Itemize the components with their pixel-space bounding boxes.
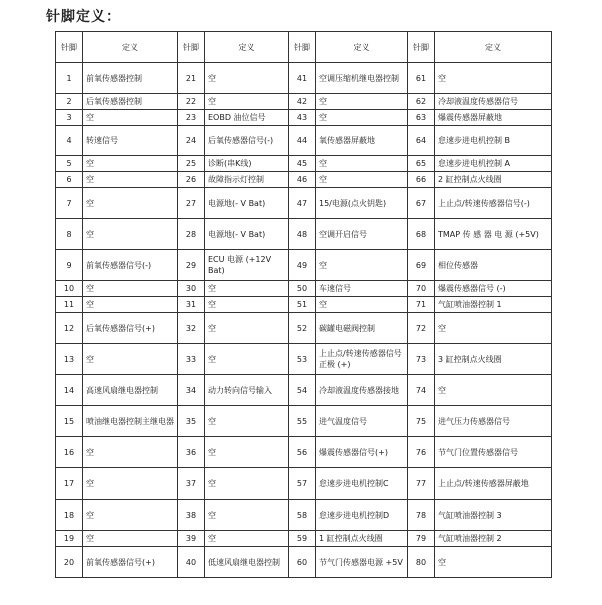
table-row <box>56 250 552 281</box>
pin-number: 33 <box>178 344 205 375</box>
table-row <box>56 94 552 110</box>
table-row <box>56 156 552 172</box>
pin-number: 58 <box>289 500 316 531</box>
pin-definition: 空 <box>205 297 289 313</box>
pin-definition: 怠速步进电机控制 B <box>435 126 552 156</box>
pin-definition: 空 <box>316 297 408 313</box>
pin-number: 20 <box>56 547 83 578</box>
table-body <box>56 63 552 578</box>
pin-number: 16 <box>56 437 83 468</box>
pin-definition: 上止点/转速传感器信号(-) <box>435 188 552 219</box>
pin-number: 4 <box>56 126 83 156</box>
pin-number: 42 <box>289 94 316 110</box>
pin-definition: 爆震传感器信号 (-) <box>435 281 552 297</box>
pin-definition: 空 <box>205 94 289 110</box>
pin-number: 14 <box>56 375 83 406</box>
header-definition: 定义 <box>83 32 178 63</box>
pin-definition: 空 <box>316 172 408 188</box>
pin-number: 61 <box>408 63 435 94</box>
pin-number: 31 <box>178 297 205 313</box>
pin-definition: EOBD 油位信号 <box>205 110 289 126</box>
pin-definition: 节气门位置传感器信号 <box>435 437 552 468</box>
pin-number: 19 <box>56 531 83 547</box>
pin-number: 3 <box>56 110 83 126</box>
pin-number: 25 <box>178 156 205 172</box>
pin-number: 70 <box>408 281 435 297</box>
pin-number: 23 <box>178 110 205 126</box>
header-definition: 定义 <box>316 32 408 63</box>
pin-number: 45 <box>289 156 316 172</box>
pin-definition: 诊断(串K线) <box>205 156 289 172</box>
table-row <box>56 188 552 219</box>
pin-number: 12 <box>56 313 83 344</box>
pin-definition: 怠速步进电机控制C <box>316 468 408 500</box>
table-row <box>56 406 552 437</box>
pin-definition: 冷却液温度传感器信号 <box>435 94 552 110</box>
pin-number: 51 <box>289 297 316 313</box>
pin-definition: 爆震传感器信号(+) <box>316 437 408 468</box>
pin-number: 30 <box>178 281 205 297</box>
pin-definition: 后氧传感器控制 <box>83 94 178 110</box>
pin-definition-table <box>55 31 552 578</box>
pin-number: 9 <box>56 250 83 281</box>
pin-definition: 气缸喷油器控制 3 <box>435 500 552 531</box>
pin-number: 26 <box>178 172 205 188</box>
pin-number: 67 <box>408 188 435 219</box>
pin-number: 37 <box>178 468 205 500</box>
table-row <box>56 110 552 126</box>
pin-number: 44 <box>289 126 316 156</box>
pin-definition: 空 <box>83 219 178 250</box>
pin-number: 55 <box>289 406 316 437</box>
pin-number: 49 <box>289 250 316 281</box>
header-pin: 针脚 <box>289 32 316 63</box>
pin-definition: 喷油继电器控制主继电器 <box>83 406 178 437</box>
pin-definition: 空 <box>435 63 552 94</box>
pin-number: 7 <box>56 188 83 219</box>
pin-definition: 空调开启信号 <box>316 219 408 250</box>
pin-definition: 15/电源(点火钥匙) <box>316 188 408 219</box>
pin-number: 78 <box>408 500 435 531</box>
pin-number: 8 <box>56 219 83 250</box>
pin-definition: 怠速步进电机控制 A <box>435 156 552 172</box>
table-row <box>56 547 552 578</box>
pin-definition: 空 <box>83 468 178 500</box>
pin-number: 2 <box>56 94 83 110</box>
pin-number: 54 <box>289 375 316 406</box>
pin-number: 41 <box>289 63 316 94</box>
pin-definition: 气缸喷油器控制 2 <box>435 531 552 547</box>
table-row <box>56 313 552 344</box>
pin-number: 76 <box>408 437 435 468</box>
pin-definition: 空 <box>83 281 178 297</box>
pin-definition: 怠速步进电机控制D <box>316 500 408 531</box>
pin-definition: 空 <box>83 156 178 172</box>
pin-definition: 2 缸控制点火线圈 <box>435 172 552 188</box>
table-row <box>56 375 552 406</box>
pin-definition: 空 <box>316 156 408 172</box>
pin-number: 21 <box>178 63 205 94</box>
pin-number: 1 <box>56 63 83 94</box>
pin-number: 59 <box>289 531 316 547</box>
pin-number: 18 <box>56 500 83 531</box>
pin-number: 64 <box>408 126 435 156</box>
pin-number: 10 <box>56 281 83 297</box>
header-pin: 针脚 <box>408 32 435 63</box>
pin-definition: 空 <box>83 110 178 126</box>
table-row <box>56 172 552 188</box>
pin-number: 40 <box>178 547 205 578</box>
table-row <box>56 126 552 156</box>
pin-definition: 节气门传感器电源 +5V <box>316 547 408 578</box>
pin-definition: 气缸喷油器控制 1 <box>435 297 552 313</box>
page-title: 针脚定义： <box>46 9 121 25</box>
pin-definition: 前氧传感器信号(-) <box>83 250 178 281</box>
pin-number: 11 <box>56 297 83 313</box>
pin-number: 60 <box>289 547 316 578</box>
pin-number: 75 <box>408 406 435 437</box>
pin-number: 17 <box>56 468 83 500</box>
pin-definition: 高速风扇继电器控制 <box>83 375 178 406</box>
pin-definition: TMAP 传 感 器 电 源 (+5V) <box>435 219 552 250</box>
pin-definition: 空 <box>205 437 289 468</box>
pin-definition: 空 <box>83 172 178 188</box>
table-row <box>56 500 552 531</box>
pin-definition: 进气温度信号 <box>316 406 408 437</box>
pin-definition: 空 <box>83 437 178 468</box>
pin-number: 28 <box>178 219 205 250</box>
pin-number: 34 <box>178 375 205 406</box>
pin-number: 71 <box>408 297 435 313</box>
pin-definition: ECU 电源 (+12V Bat) <box>205 250 289 281</box>
header-definition: 定义 <box>205 32 289 63</box>
pin-number: 6 <box>56 172 83 188</box>
pin-number: 63 <box>408 110 435 126</box>
pin-definition: 转速信号 <box>83 126 178 156</box>
pin-number: 5 <box>56 156 83 172</box>
pin-number: 39 <box>178 531 205 547</box>
pin-definition: 进气压力传感器信号 <box>435 406 552 437</box>
pin-definition: 电源地(- V Bat) <box>205 188 289 219</box>
pin-definition: 空调压缩机继电器控制 <box>316 63 408 94</box>
table-row <box>56 281 552 297</box>
pin-number: 73 <box>408 344 435 375</box>
pin-definition: 前氧传感器控制 <box>83 63 178 94</box>
table-row <box>56 297 552 313</box>
pin-definition: 空 <box>83 344 178 375</box>
pin-number: 79 <box>408 531 435 547</box>
pin-definition: 后氧传感器信号(+) <box>83 313 178 344</box>
pin-definition: 空 <box>316 94 408 110</box>
pin-number: 74 <box>408 375 435 406</box>
pin-definition: 空 <box>316 110 408 126</box>
pin-number: 72 <box>408 313 435 344</box>
pin-definition: 空 <box>316 250 408 281</box>
pin-number: 66 <box>408 172 435 188</box>
pin-definition: 空 <box>205 468 289 500</box>
pin-definition: 空 <box>205 406 289 437</box>
pin-definition: 碳罐电磁阀控制 <box>316 313 408 344</box>
table-row <box>56 63 552 94</box>
pin-definition: 电源地(- V Bat) <box>205 219 289 250</box>
pin-number: 32 <box>178 313 205 344</box>
pin-number: 53 <box>289 344 316 375</box>
pin-definition: 空 <box>205 531 289 547</box>
pin-definition: 故障指示灯控制 <box>205 172 289 188</box>
pin-definition: 空 <box>83 297 178 313</box>
table-header-row <box>56 32 552 63</box>
pin-definition: 3 缸控制点火线圈 <box>435 344 552 375</box>
pin-definition: 空 <box>83 188 178 219</box>
pin-definition: 动力转向信号输入 <box>205 375 289 406</box>
pin-number: 22 <box>178 94 205 110</box>
pin-number: 43 <box>289 110 316 126</box>
pin-definition: 相位传感器 <box>435 250 552 281</box>
pin-definition: 空 <box>205 313 289 344</box>
pin-number: 35 <box>178 406 205 437</box>
table-row <box>56 531 552 547</box>
pin-number: 48 <box>289 219 316 250</box>
pin-definition: 空 <box>205 63 289 94</box>
pin-number: 65 <box>408 156 435 172</box>
pin-definition: 1 缸控制点火线圈 <box>316 531 408 547</box>
pin-definition: 低速风扇继电器控制 <box>205 547 289 578</box>
pin-number: 36 <box>178 437 205 468</box>
pin-definition: 空 <box>83 500 178 531</box>
pin-number: 38 <box>178 500 205 531</box>
pin-definition: 爆震传感器屏蔽地 <box>435 110 552 126</box>
pin-definition: 前氧传感器信号(+) <box>83 547 178 578</box>
pin-definition: 氧传感器屏蔽地 <box>316 126 408 156</box>
pin-number: 69 <box>408 250 435 281</box>
pin-number: 80 <box>408 547 435 578</box>
pin-number: 52 <box>289 313 316 344</box>
table-row <box>56 344 552 375</box>
table-row <box>56 468 552 500</box>
pin-definition: 冷却液温度传感器接地 <box>316 375 408 406</box>
pin-number: 27 <box>178 188 205 219</box>
pin-definition: 上止点/转速传感器信号正极 (+) <box>316 344 408 375</box>
pin-definition: 车速信号 <box>316 281 408 297</box>
pin-definition: 空 <box>83 531 178 547</box>
pin-definition: 空 <box>435 375 552 406</box>
header-pin: 针脚 <box>178 32 205 63</box>
pin-definition: 上止点/转速传感器屏蔽地 <box>435 468 552 500</box>
pin-number: 47 <box>289 188 316 219</box>
pin-number: 56 <box>289 437 316 468</box>
pin-number: 15 <box>56 406 83 437</box>
header-definition: 定义 <box>435 32 552 63</box>
pin-definition: 空 <box>205 281 289 297</box>
pin-definition: 后氧传感器信号(-) <box>205 126 289 156</box>
pin-definition: 空 <box>435 313 552 344</box>
pin-number: 13 <box>56 344 83 375</box>
table-row <box>56 437 552 468</box>
pin-number: 77 <box>408 468 435 500</box>
pin-definition: 空 <box>435 547 552 578</box>
pin-definition: 空 <box>205 344 289 375</box>
pin-number: 62 <box>408 94 435 110</box>
pin-number: 24 <box>178 126 205 156</box>
pin-number: 50 <box>289 281 316 297</box>
table-row <box>56 219 552 250</box>
pin-number: 29 <box>178 250 205 281</box>
pin-number: 68 <box>408 219 435 250</box>
pin-definition: 空 <box>205 500 289 531</box>
header-pin: 针脚 <box>56 32 83 63</box>
pin-number: 46 <box>289 172 316 188</box>
pin-number: 57 <box>289 468 316 500</box>
